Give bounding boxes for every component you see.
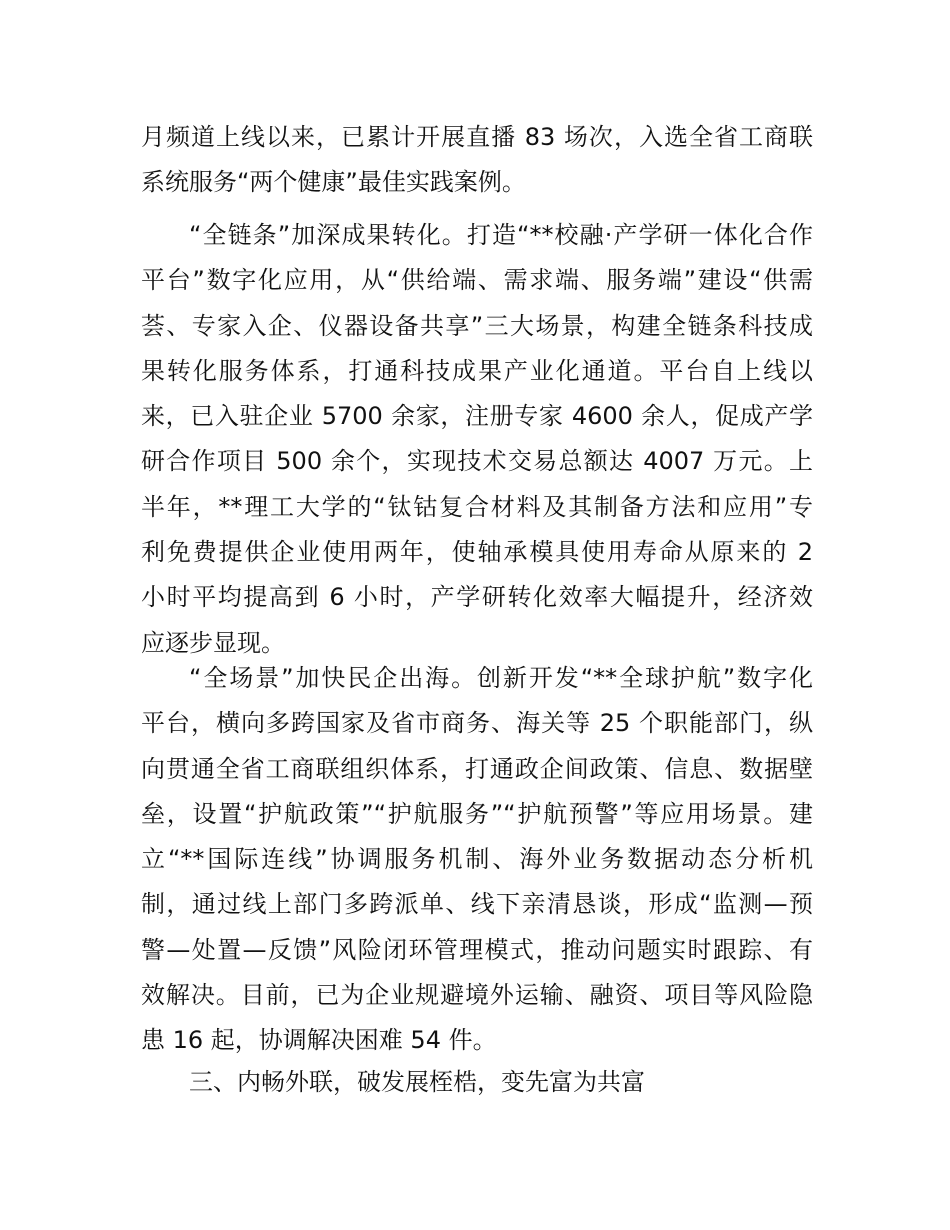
paragraph-2 bbox=[141, 213, 813, 666]
paragraph-1 bbox=[141, 115, 813, 206]
paragraph-line: 患 16 起，协调解决困难 54 件。 bbox=[141, 1026, 497, 1055]
paragraph-line: 垒，设置“护航政策”“护航服务”“护航预警”等应用场景。建 bbox=[141, 799, 813, 828]
paragraph-line: 利免费提供企业使用两年，使轴承模具使用寿命从原来的 2 bbox=[141, 538, 813, 567]
paragraph-line: 研合作项目 500 余个，实现技术交易总额达 4007 万元。上 bbox=[141, 447, 813, 476]
paragraph-line: 平台”数字化应用，从“供给端、需求端、服务端”建设“供需 bbox=[141, 266, 813, 295]
paragraph-line: 立“**国际连线”协调服务机制、海外业务数据动态分析机 bbox=[141, 845, 813, 874]
paragraph-line: 果转化服务体系，打通科技成果产业化通道。平台自上线以 bbox=[141, 356, 813, 385]
paragraph-line: 平台，横向多跨国家及省市商务、海关等 25 个职能部门，纵 bbox=[141, 709, 813, 738]
paragraph-line: 效解决。目前，已为企业规避境外运输、融资、项目等风险隐 bbox=[141, 981, 813, 1010]
paragraph-line: “全链条”加深成果转化。打造“**校融·产学研一体化合作 bbox=[189, 221, 813, 249]
paragraph-line: 向贯通全省工商联组织体系，打通政企间政策、信息、数据壁 bbox=[141, 754, 813, 783]
paragraph-line: 半年，**理工大学的“钛钴复合材料及其制备方法和应用”专 bbox=[141, 492, 813, 521]
paragraph-line: 应逐步显现。 bbox=[141, 628, 285, 657]
paragraph-line: 小时平均提高到 6 小时，产学研转化效率大幅提升，经济效 bbox=[141, 583, 813, 612]
paragraph-line: 月频道上线以来，已累计开展直播 83 场次，入选全省工商联 bbox=[141, 123, 813, 151]
paragraph-line: 系统服务“两个健康”最佳实践案例。 bbox=[141, 168, 526, 197]
paragraph-3 bbox=[141, 656, 813, 1064]
paragraph-line: 来，已入驻企业 5700 余家，注册专家 4600 余人，促成产学 bbox=[141, 402, 813, 431]
paragraph-line: “全场景”加快民企出海。创新开发“**全球护航”数字化 bbox=[189, 664, 813, 692]
paragraph-line: 制，通过线上部门多跨派单、线下亲清恳谈，形成“监测—预 bbox=[141, 890, 813, 919]
paragraph-line: 警—处置—反馈”风险闭环管理模式，推动问题实时跟踪、有 bbox=[141, 935, 813, 964]
section-heading: 三、内畅外联，破发展桎梏，变先富为共富 bbox=[189, 1068, 645, 1096]
paragraph-line: 荟、专家入企、仪器设备共享”三大场景，构建全链条科技成 bbox=[141, 311, 813, 340]
